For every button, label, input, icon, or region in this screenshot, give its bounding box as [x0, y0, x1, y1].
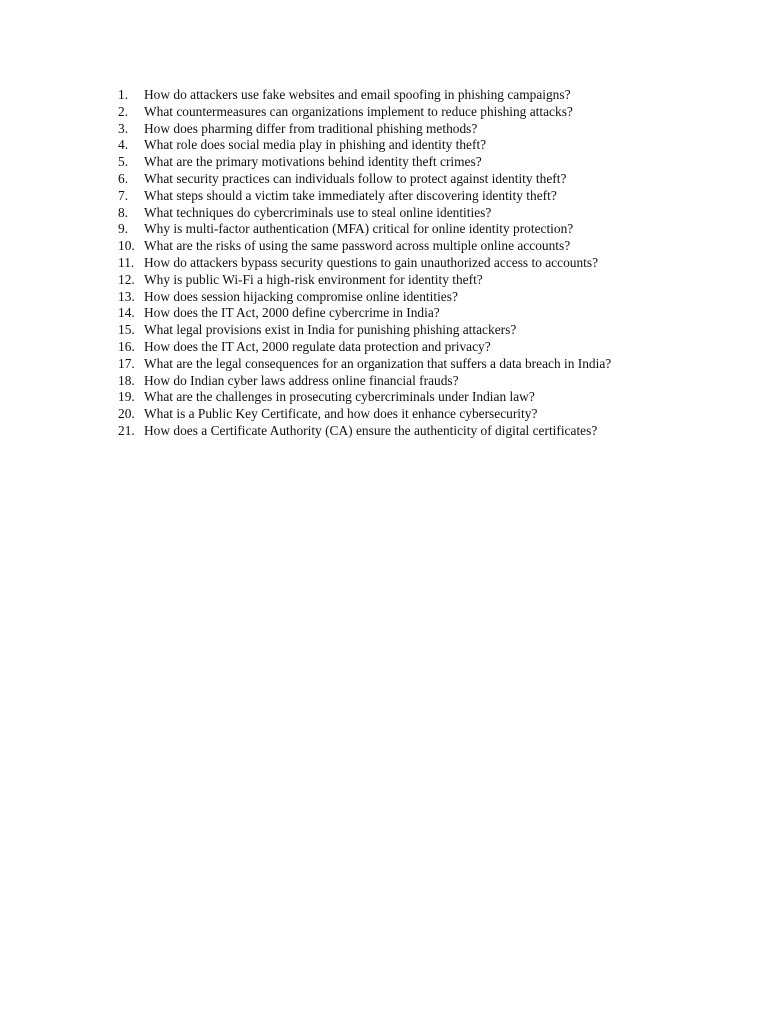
list-item — [118, 87, 678, 104]
item-number: 16. — [118, 338, 135, 354]
item-number: 1. — [118, 87, 129, 102]
list-item — [118, 289, 678, 306]
item-text: How does the IT Act, 2000 regulate data protection and privacy? — [144, 338, 491, 354]
item-number: 17. — [118, 355, 135, 371]
list-item — [118, 373, 678, 390]
item-text: What legal provisions exist in India for punishing phishing attackers? — [144, 322, 517, 338]
item-number: 13. — [118, 288, 135, 304]
item-number: 6. — [118, 170, 129, 186]
item-text: Why is public Wi-Fi a high-risk environment for identity theft? — [144, 271, 483, 287]
item-text: What are the risks of using the same password across multiple online accounts? — [144, 238, 571, 254]
item-text: What countermeasures can organizations implement to reduce phishing attacks? — [144, 103, 573, 119]
item-text: What are the primary motivations behind identity theft crimes? — [144, 154, 482, 170]
list-item — [118, 121, 678, 138]
item-number: 14. — [118, 305, 135, 321]
item-text: How does a Certificate Authority (CA) ensure the authenticity of digital certificates? — [144, 422, 598, 438]
item-text: What security practices can individuals follow to protect against identity theft? — [144, 170, 567, 186]
item-text: Why is multi-factor authentication (MFA) critical for online identity protection? — [144, 221, 574, 237]
item-number: 5. — [118, 154, 129, 170]
list-item — [118, 322, 678, 339]
item-text: What are the challenges in prosecuting cybercriminals under Indian law? — [144, 389, 535, 405]
item-text: What steps should a victim take immediately after discovering identity theft? — [144, 187, 557, 203]
item-text: How does the IT Act, 2000 define cybercrime in India? — [144, 305, 440, 321]
list-item — [118, 305, 678, 322]
item-number: 15. — [118, 322, 135, 338]
item-number: 7. — [118, 187, 129, 203]
list-item — [118, 188, 678, 205]
list-item — [118, 406, 678, 423]
item-number: 20. — [118, 406, 135, 422]
list-item — [118, 171, 678, 188]
item-text: What is a Public Key Certificate, and how does it enhance cybersecurity? — [144, 406, 538, 422]
item-text: How do Indian cyber laws address online financial frauds? — [144, 372, 459, 388]
list-item — [118, 238, 678, 255]
item-number: 8. — [118, 204, 129, 220]
item-number: 4. — [118, 137, 129, 153]
list-item — [118, 272, 678, 289]
list-item — [118, 339, 678, 356]
item-text: How do attackers bypass security questions to gain unauthorized access to accounts? — [144, 254, 599, 270]
item-number: 12. — [118, 271, 135, 287]
item-text: How do attackers use fake websites and email spoofing in phishing campaigns? — [144, 87, 571, 102]
item-text: What role does social media play in phishing and identity theft? — [144, 137, 487, 153]
list-item — [118, 104, 678, 121]
list-item — [118, 389, 678, 406]
item-number: 21. — [118, 422, 135, 438]
item-number: 9. — [118, 221, 129, 237]
item-number: 18. — [118, 372, 135, 388]
question-list — [118, 87, 678, 440]
list-item — [118, 137, 678, 154]
item-number: 10. — [118, 238, 135, 254]
list-item — [118, 154, 678, 171]
item-number: 2. — [118, 103, 129, 119]
item-number: 3. — [118, 120, 129, 136]
item-text: What are the legal consequences for an organization that suffers a data breach in India? — [144, 355, 612, 371]
item-text: How does pharming differ from traditional phishing methods? — [144, 120, 478, 136]
list-item — [118, 423, 678, 440]
item-number: 11. — [118, 254, 135, 270]
item-number: 19. — [118, 389, 135, 405]
item-text: What techniques do cybercriminals use to steal online identities? — [144, 204, 492, 220]
list-item — [118, 356, 678, 373]
list-item — [118, 221, 678, 238]
item-text: How does session hijacking compromise online identities? — [144, 288, 458, 304]
list-item — [118, 205, 678, 222]
list-item — [118, 255, 678, 272]
